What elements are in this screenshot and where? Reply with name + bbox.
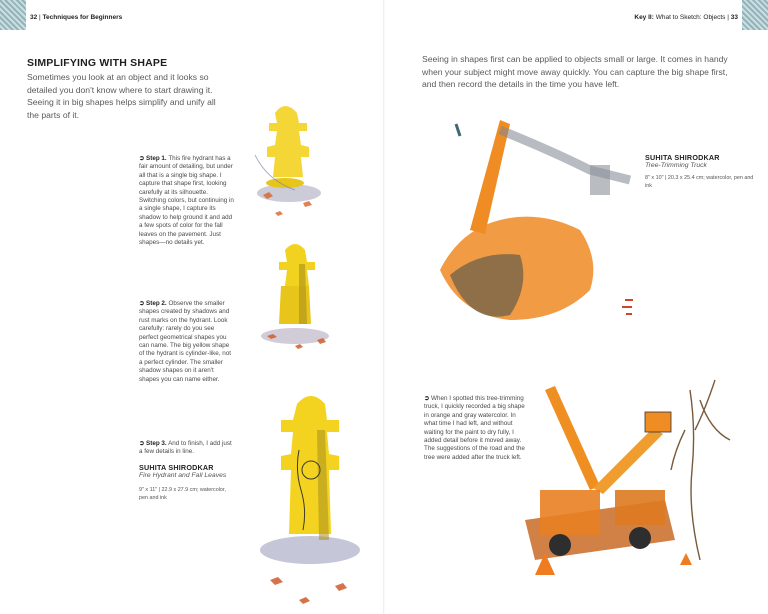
arrow-circle-icon: ➲ — [424, 395, 430, 402]
artwork-title: Tree-Trimming Truck — [645, 162, 707, 169]
step-1 — [139, 155, 234, 247]
step-label: Step 3. — [146, 440, 167, 447]
truck-caption-text: When I spotted this tree-trimming truck, I quickly recorded a big shape in orange and gray watercolor. In what time I had left, and without waiting for the paint to dry fully, I added detail before it moved away. The suggestions of the road and the tree were added after the truck left. — [424, 395, 525, 461]
hydrant-sketch-step-2 — [255, 240, 335, 360]
left-running-title: Techniques for Beginners — [42, 14, 123, 21]
page-corner-texture — [742, 0, 768, 30]
hydrant-sketch-step-3 — [255, 390, 365, 610]
truck-caption — [424, 395, 529, 462]
step-2 — [139, 300, 234, 384]
left-page-header — [30, 14, 122, 21]
header-separator: | — [727, 14, 729, 21]
right-key-label: Key II: — [634, 14, 654, 21]
right-running-title: What to Sketch: Objects — [655, 14, 726, 21]
left-page-number: 32 — [30, 14, 38, 21]
arrow-circle-icon: ➲ — [139, 300, 145, 307]
step-text: Observe the smaller shapes created by shadows and rust marks on the hydrant. Look carefully: rarely do you see perfect geometrical shapes you can name. The big yellow shape of the hydrant is cylinder-like, not a perfect cylinder. The smaller shadow shapes on it aren't shapes you can name either. — [139, 300, 232, 383]
book-gutter — [383, 0, 385, 614]
header-separator: | — [39, 14, 41, 21]
step-label: Step 2. — [146, 300, 167, 307]
step-text: This fire hydrant has a fair amount of detailing, but under all that is a single big shape. I capture that shape first, looking carefully at its silhouette. Switching colors, but continuing in a single shape, I capture its shadow to help ground it and add a few spots of color for the fall leaves on the pavement. Just shapes—no details yet. — [139, 155, 234, 247]
right-intro-paragraph: Seeing in shapes first can be applied to objects small or large. It comes in handy when your subject might move away quickly. You can capture the big shape first, and then record the details in the time you have left. — [422, 54, 728, 90]
arrow-circle-icon: ➲ — [139, 440, 145, 447]
right-page-header — [634, 14, 738, 21]
right-artwork-credit — [645, 153, 755, 190]
right-page-number: 33 — [730, 14, 738, 21]
artwork-medium: 8" x 10" | 20.3 x 25.4 cm; watercolor, pen and ink — [645, 175, 754, 189]
step-3 — [139, 440, 234, 457]
arrow-circle-icon: ➲ — [139, 155, 145, 162]
artwork-medium: 9" x 11" | 22.9 x 27.9 cm; watercolor, pen and ink — [139, 486, 226, 501]
hydrant-sketch-step-1 — [245, 95, 325, 230]
step-text: And to finish, I add just a few details in line. — [139, 440, 232, 456]
section-title: SIMPLIFYING WITH SHAPE — [27, 57, 168, 69]
artist-name: SUHITA SHIRODKAR — [139, 463, 214, 472]
artist-name: SUHITA SHIRODKAR — [645, 153, 720, 162]
left-intro-paragraph: Sometimes you look at an object and it looks so detailed you don't know where to start drawing it. Seeing it in big shapes helps simplify and unify all the parts of it. — [27, 72, 216, 120]
truck-sketch-finished — [515, 370, 745, 595]
left-artwork-credit — [139, 464, 234, 502]
artwork-title: Fire Hydrant and Fall Leaves — [139, 472, 227, 480]
page-corner-texture — [0, 0, 26, 30]
truck-sketch-big-shape — [430, 100, 650, 360]
step-label: Step 1. — [146, 155, 167, 162]
